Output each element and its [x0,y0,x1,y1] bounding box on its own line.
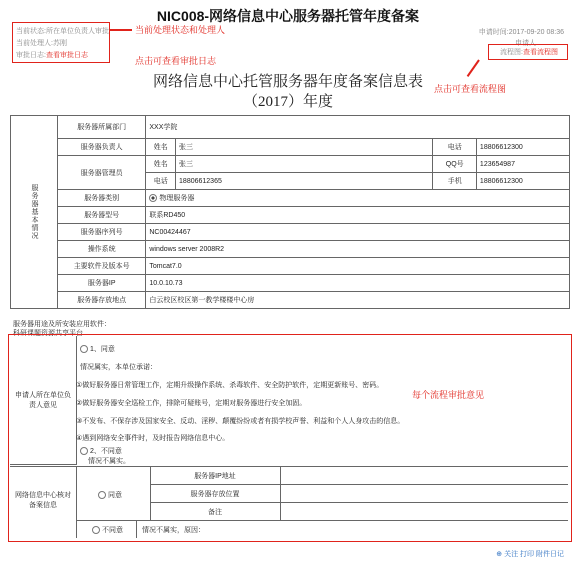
software-value: Tomcat7.0 [146,258,570,275]
ip-label: 服务器IP [58,275,146,292]
center-reason-label: 情况不属实，原因： [142,527,205,534]
admin-phone: 18806612365 [176,173,433,190]
admin-qq-label: QQ号 [433,156,476,173]
dept-label: 服务器所属部门 [58,116,146,139]
status-highlight-box [12,22,110,63]
owner-label: 服务器负责人 [58,139,146,156]
location-value: 白云校区校区第一教学楼楼中心房 [146,292,570,309]
usage-value: 科研课题资源共享平台 [13,330,83,337]
os-value: windows server 2008R2 [146,241,570,258]
usage-label: 服务器用途及所安装应用软件： [13,321,111,328]
print-link[interactable]: 打印 [520,551,535,558]
model-value: 联系RD450 [146,207,570,224]
owner-phone: 18806612300 [476,139,569,156]
admin-mobile: 18806612300 [476,173,569,190]
admin-phone-label: 电话 [146,173,176,190]
model-label: 服务器型号 [58,207,146,224]
center-agree-label: 同意 [108,492,122,499]
admin-qq: 123654987 [476,156,569,173]
annotation-opinion: 每个流程审批意见 [412,390,485,400]
admin-name: 张三 [176,156,433,173]
annotation-log: 点击可查看审批日志 [135,56,217,66]
center-note-label: 备注 [208,509,222,516]
software-label: 主要软件及版本号 [58,258,146,275]
type-label: 服务器类别 [58,190,146,207]
center-disagree-radio[interactable] [92,526,100,534]
current-status: 当前状态:所在单位负责人审批 [16,28,109,35]
pledge-item-4: ④遇到网络安全事件时，及时报告网络信息中心。 [76,435,230,442]
unit-opinion-label: 申请人所在单位负责人意见 [15,392,71,409]
footer-links [496,549,564,559]
approval-section [10,336,568,538]
admin-name-label: 姓名 [146,156,176,173]
type-value: 物理服务器 [159,195,195,202]
section-label: 服务器基本情况 [11,116,58,309]
unit-disagree-radio[interactable] [80,447,88,455]
follow-link[interactable]: 关注 [504,551,519,558]
owner-name-label: 姓名 [146,139,176,156]
pledge-item-2: ②做好服务器安全巡检工作，排除可疑账号，定期对服务器进行安全加固。 [76,400,307,407]
admin-label: 服务器管理员 [58,156,146,190]
unit-agree-radio[interactable] [80,345,88,353]
ip-value: 10.0.10.73 [146,275,570,292]
center-disagree-label: 不同意 [102,527,123,534]
follow-icon: ⊕ [496,551,503,558]
pledge-text: 情况属实，本单位承诺： [80,364,157,371]
dept-value: XXX学院 [146,116,570,139]
page-title: NIC008-网络信息中心服务器托管年度备案 [156,8,420,24]
admin-mobile-label: 手机 [433,173,476,190]
current-handler: 当前处理人:苏刚 [16,40,67,47]
owner-phone-label: 电话 [433,139,476,156]
pledge-item-1: ①做好服务器日常管理工作，定期升级操作系统、杀毒软件、安全防护软件，定期更新账号、密码。 [76,382,384,389]
flow-prefix: 流程图: [500,49,523,56]
center-ip-label: 服务器IP地址 [194,473,236,480]
flow-chart-link[interactable]: 查看流程图 [522,49,558,56]
applicant: 申请人 [515,40,536,47]
pledge-item-3: ③不发布、不保存涉及国家安全、反动、淫秽、颠覆纷纷或者有损学校声誉、利益和个人人身攻击的信息。 [76,418,405,425]
center-location-label: 服务器存放位置 [190,491,240,498]
doc-year: （2017）年度 [242,94,333,110]
server-info-table [10,115,570,309]
approval-log-prefix: 审批日志: [16,52,46,59]
approval-log-link[interactable]: 查看审批日志 [45,52,88,59]
annotation-status: 当前处理状态和处理人 [135,25,226,35]
apply-time: 申请时间:2017-09-20 08:36 [478,29,564,36]
type-value-cell [146,190,570,207]
not-true-text: 情况不属实。 [88,458,130,465]
annotation-flow: 点击可查看流程图 [434,84,507,94]
doc-title: 网络信息中心托管服务器年度备案信息表 [152,74,423,90]
flow-row [500,47,558,57]
os-label: 操作系统 [58,241,146,258]
status-arrow [110,29,132,31]
owner-name: 张三 [176,139,433,156]
attach-log-link[interactable]: 附件日记 [536,551,564,558]
serial-value: NC00424467 [146,224,570,241]
unit-disagree-label: 2、不同意 [90,448,122,455]
center-check-label: 网络信息中心核对备案信息 [15,492,71,509]
center-agree-radio[interactable] [98,491,106,499]
type-radio[interactable] [149,194,157,202]
serial-label: 服务器序列号 [58,224,146,241]
unit-agree-label: 1、同意 [90,346,115,353]
location-label: 服务器存放地点 [58,292,146,309]
